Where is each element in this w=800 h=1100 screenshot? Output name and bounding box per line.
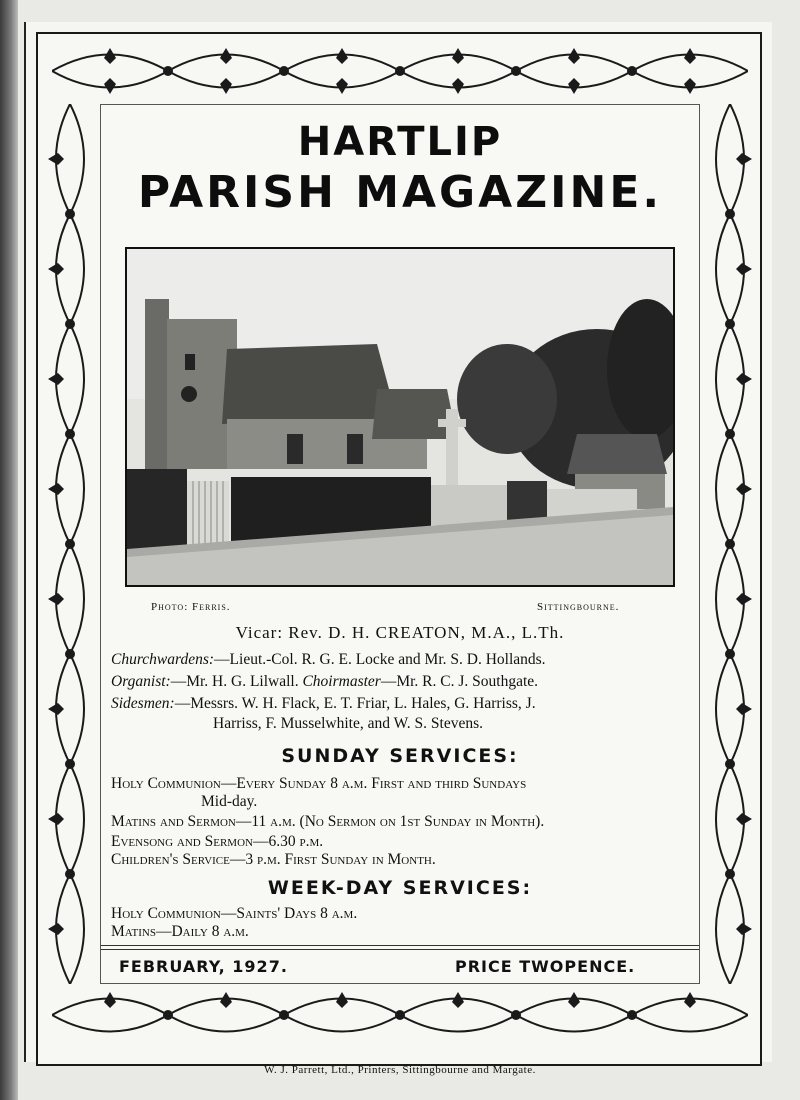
sidesmen-label: Sidesmen: (111, 695, 175, 712)
churchwardens-line (111, 651, 546, 669)
organist-name: —Mr. H. G. Lilwall. (170, 673, 299, 690)
footer-rule-top-double (101, 949, 699, 950)
floral-border-top (52, 38, 748, 104)
floral-border-right (702, 104, 758, 984)
weekday-holy-communion: Holy Communion—Saints' Days 8 a.m. (111, 905, 358, 922)
photo-credit: Photo: Ferris. (151, 601, 231, 613)
issue-price: PRICE TWOPENCE. (455, 957, 636, 976)
churchwardens-names: —Lieut.-Col. R. G. E. Locke and Mr. S. D. Hollands. (214, 651, 546, 668)
organist-label: Organist: (111, 673, 171, 690)
magazine-cover (24, 22, 772, 1062)
masthead-title-line2: PARISH MAGAZINE. (137, 167, 663, 218)
sunday-services-heading: SUNDAY SERVICES: (281, 745, 519, 767)
sidesmen-names: —Messrs. W. H. Flack, E. T. Friar, L. Hales, G. Harriss, J. (174, 695, 536, 712)
masthead-title-line1: HARTLIP (297, 119, 503, 165)
church-photograph (125, 247, 675, 587)
photo-location: Sittingbourne. (537, 601, 620, 613)
cover-frame (36, 32, 762, 1066)
sunday-evensong: Evensong and Sermon—6.30 p.m. (111, 833, 324, 850)
sunday-childrens-service: Children's Service—3 p.m. First Sunday in Month. (111, 851, 436, 868)
footer-rule-top (101, 945, 699, 946)
weekday-matins: Matins—Daily 8 a.m. (111, 923, 249, 940)
issue-date: FEBRUARY, 1927. (119, 957, 288, 976)
vicar-line: Vicar: Rev. D. H. CREATON, M.A., L.Th. (235, 623, 565, 642)
book-binding (0, 0, 18, 1100)
weekday-services-heading: WEEK-DAY SERVICES: (267, 877, 533, 899)
choirmaster-label: Choirmaster (302, 673, 381, 690)
sunday-holy-communion: Holy Communion—Every Sunday 8 a.m. First and third Sundays (111, 775, 527, 792)
printer-imprint: W. J. Parrett, Ltd., Printers, Sittingbourne and Margate. (264, 1064, 536, 1076)
choirmaster-name: —Mr. R. C. J. Southgate. (380, 673, 539, 690)
organist-line (111, 673, 538, 691)
sunday-matins: Matins and Sermon—11 a.m. (No Sermon on 1st Sunday in Month). (111, 813, 545, 830)
sidesmen-continued: Harriss, F. Musselwhite, and W. S. Stevens. (213, 715, 484, 732)
sidesmen-line (111, 695, 536, 713)
floral-border-bottom (52, 982, 748, 1048)
floral-border-left (42, 104, 98, 984)
churchwardens-label: Churchwardens: (111, 651, 215, 668)
sunday-holy-communion-continued: Mid-day. (201, 793, 258, 810)
content-panel (100, 104, 700, 984)
